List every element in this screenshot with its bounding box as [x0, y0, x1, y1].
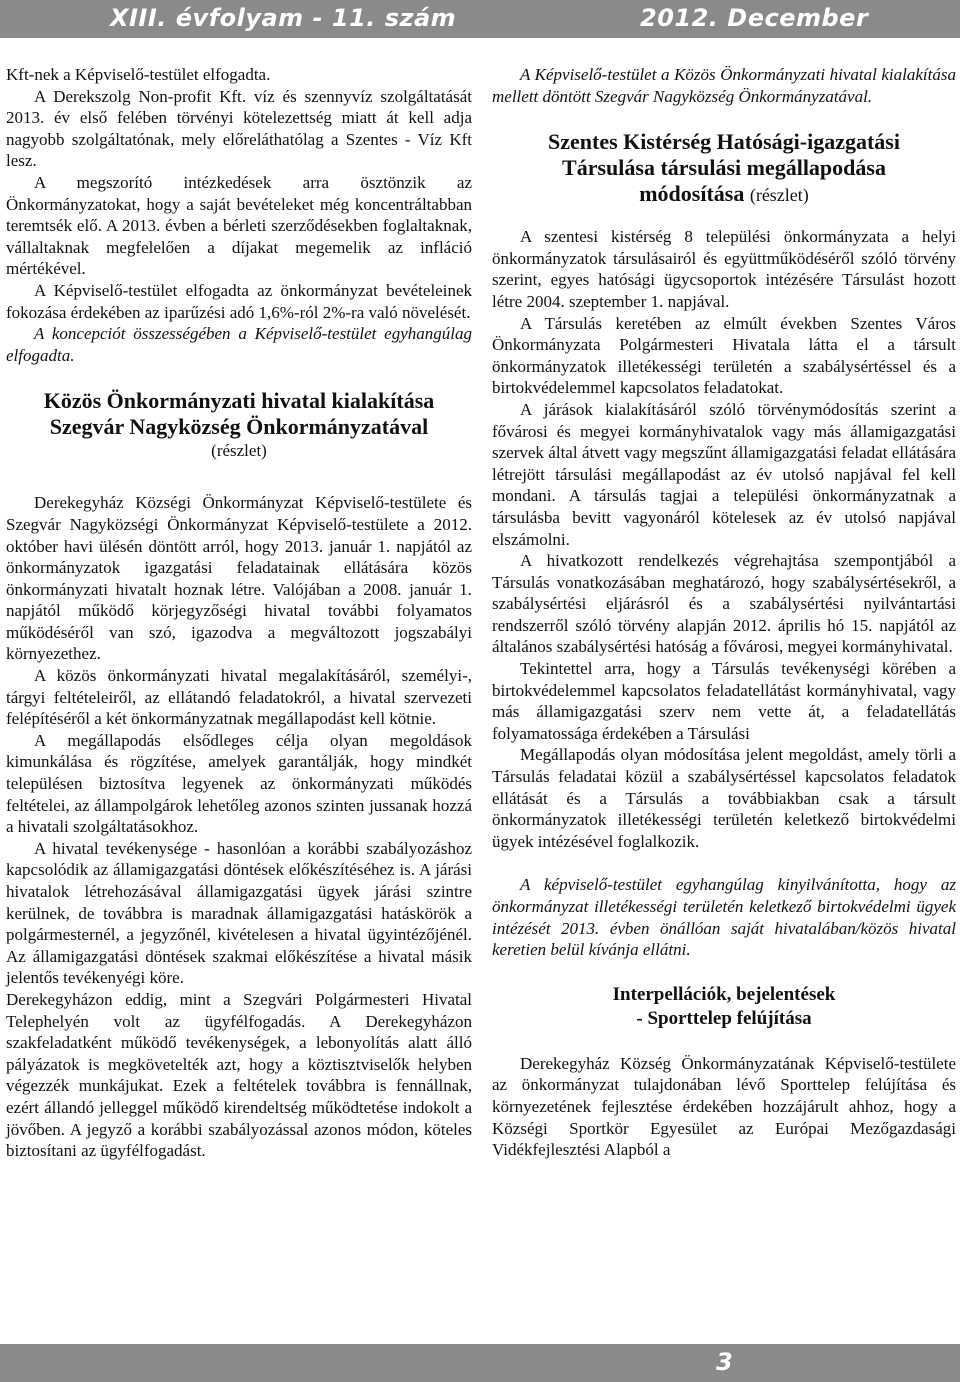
section-title: Szentes Kistérség Hatósági-igazgatási — [548, 129, 900, 155]
paragraph: A hivatal tevékenysége - hasonlóan a korábbi szabályozáshoz kapcsolódik az államigazgatási döntések előkészítéséhez is. A járási hivatalok létrehozásával államigazgatási ügyek járási szintre kerülnek, de továbbra is maradnak államigazgatási hatáskörök a polgármesternél, a jegyzőnél, kivételesen a hivatal ügyintézőjénél. Az államigazgatási döntések szakmai előkészítése a hivatal másik jelentős tevékenyégi köre. — [6, 838, 472, 988]
header-bar — [0, 0, 960, 38]
footer-bar — [0, 1344, 960, 1382]
section-title: módosítása — [639, 181, 745, 207]
section-title: - Sporttelep felújítása — [636, 1007, 812, 1029]
section-title: Interpellációk, bejelentések — [612, 983, 836, 1005]
section-title: Társulása társulási megállapodása — [562, 155, 886, 181]
paragraph-decision: A koncepciót összességében a Képviselő-testület egyhangúlag elfogadta. — [6, 324, 472, 365]
paragraph: A hivatkozott rendelkezés végrehajtása szempontjából a Társulás vonatkozásában meghatározó, hogy szabálysértésekről, a szabálysértési eljárásról és a szabálysértési nyilvántartási rendszerről szóló törvény alapján 2012. április hó 15. napjától az általános szabálysértési hatóság a fővárosi, megyei kormányhivatal. — [492, 551, 956, 657]
paragraph-decision: A képviselő-testület egyhangúlag kinyilvánította, hogy az önkormányzat illetékességi területén keletkező birtokvédelmi ügyek intézését 2013. évben önállóan saját hivatalában/közös hivatal keretien belül kívánja ellátni. — [492, 875, 956, 960]
issue-date: 2012. December — [640, 4, 869, 32]
paragraph: Derekegyház Községi Önkormányzat Képviselő-testülete és Szegvár Nagyközségi Önkormányzat Képviselő-testülete a 2012. október havi ülésén döntött arról, hogy 2013. január 1. napjától az önkormányzatok igazgatási feladatainak ellátására közös önkormányzati hivatalt hoznak létre. Valójában a 2008. január 1. napjától működő körjegyzőségi hivatal további folyamatos működéséről van szó, igazodva a megváltozott jogszabályi környezethez. — [6, 493, 472, 664]
paragraph: Tekintettel arra, hogy a Társulás tevékenységi körében a birtokvédelemmel kapcsolatos feladatellátást kormányhivatal, vagy más államigazgatási szerv nem vette át, a feladatellátás folyamatossága érdekében a Társulási — [492, 659, 956, 743]
section-subtitle: (részlet) — [749, 185, 809, 206]
paragraph: Derekegyházon eddig, mint a Szegvári Polgármesteri Hivatal Telephelyén volt az ügyfélfogadás. A Derekegyházon szakfeladatként működő tevékenységek, a lebonyolítás alatt álló pályázatok is megkövetelték azt, hogy a köztisztviselők helyben végezzék munkájukat. Ezek a feltételek továbbra is fennállnak, ezért állandó jelleggel működő kirendeltség működtetése indokolt a jövőben. A jegyző a korábbi szabályozással azonos módon, köteles biztosítani az ügyfélfogadást. — [6, 989, 472, 1161]
paragraph-decision: A Képviselő-testület a Közös Önkormányzati hivatal kialakítása mellett döntött Szegvár Nagyközség Önkormányzatával. — [492, 65, 956, 106]
right-column — [492, 64, 956, 1161]
page-number: 3 — [716, 1348, 733, 1376]
paragraph: Megállapodás olyan módosítása jelent megoldást, amely törli a Társulás feladatai közül a szabálysértéssel kapcsolatos feladatok ellátását és a Társulás a továbbiakban csak a társult önkormányzatok illetékességi területén keletkező birtokvédelmi ügyek intézésével foglalkozik. — [492, 745, 956, 851]
paragraph: Kft-nek a Képviselő-testület elfogadta. — [6, 65, 271, 84]
paragraph: A Társulás keretében az elmúlt években Szentes Város Önkormányzata Polgármesteri Hivatala látta el a társult önkormányzatok illetékességi területén a szabálysértéssel és a birtokvédelemmel kapcsolatos feladatokat. — [492, 313, 956, 398]
left-column — [6, 64, 472, 1162]
paragraph: A megszorító intézkedések arra ösztönzik az Önkormányzatokat, hogy a saját bevételeket még koncentráltabban teremtsék elő. A 2013. évben a bérleti szerződésekben foglaltaknak, vállaltaknak megfelelően a díjakat megemelik az infláció mértékével. — [6, 172, 472, 279]
section-title: Közös Önkormányzati hivatal kialakítása — [43, 388, 435, 414]
section-title-line — [492, 181, 956, 208]
section-title: Szegvár Nagyközség Önkormányzatával — [49, 414, 429, 440]
paragraph: A Képviselő-testület elfogadta az önkormányzat bevételeinek fokozása érdekében az iparűzési adó 1,6%-ról 2%-ra való növelését. — [6, 280, 472, 322]
paragraph: A Derekszolg Non-profit Kft. víz és szennyvíz szolgáltatását 2013. év első felében törvényi kötelezettség miatt át kell adja nagyobb szolgáltatónak, mely előreláthatólag a Szentes - Víz Kft lesz. — [6, 86, 472, 171]
paragraph: A járások kialakításáról szóló törvénymódosítás szerint a fővárosi és megyei kormányhivatalok vagy más államigazgatási szervek által átvett vagy megszűnt államigazgatási feladat ellátására létrejött társulási megállapodást az év utolsó napjával fel kell mondani. A társulás tagjai a települési önkormányzatnak a társulásba bevitt vagyonáról kötelesek az év utolsó napjával elszámolni. — [492, 399, 956, 549]
issue-label: XIII. évfolyam - 11. szám — [110, 4, 457, 32]
paragraph: Derekegyház Község Önkormányzatának Képviselő-testülete az önkormányzat tulajdonában lévő Sporttelep felújítása és környezetének fejlesztése érdekében hozzájárult ahhoz, hogy a Községi Sportkör Egyesület az Európai Mezőgazdasági Vidékfejlesztési Alapból a — [492, 1053, 956, 1160]
paragraph: A szentesi kistérség 8 települési önkormányzata a helyi önkormányzatok társulásairól és együttműködéséről szóló törvény szerint, egyes hatósági ügycsoportok intézésére Társulást hozott létre 2004. szeptember 1. napjával. — [492, 227, 956, 311]
paragraph: A közös önkormányzati hivatal megalakításáról, személyi-, tárgyi feltételeiről, az ellátandó feladatokról, a hivatal szervezeti felépítéséről a két önkormányzatnak megállapodást kell kötnie. — [6, 666, 472, 729]
paragraph: A megállapodás elsődleges célja olyan megoldások kimunkálása és rögzítése, amelyek garantálják, hogy mindkét településen biztosítva legyenek az önkormányzati működés feltételei, az állampolgárok lehetőleg azonos szinten jussanak hozzá a hivatali szolgáltatásokhoz. — [6, 730, 472, 837]
section-subtitle: (részlet) — [211, 441, 267, 461]
